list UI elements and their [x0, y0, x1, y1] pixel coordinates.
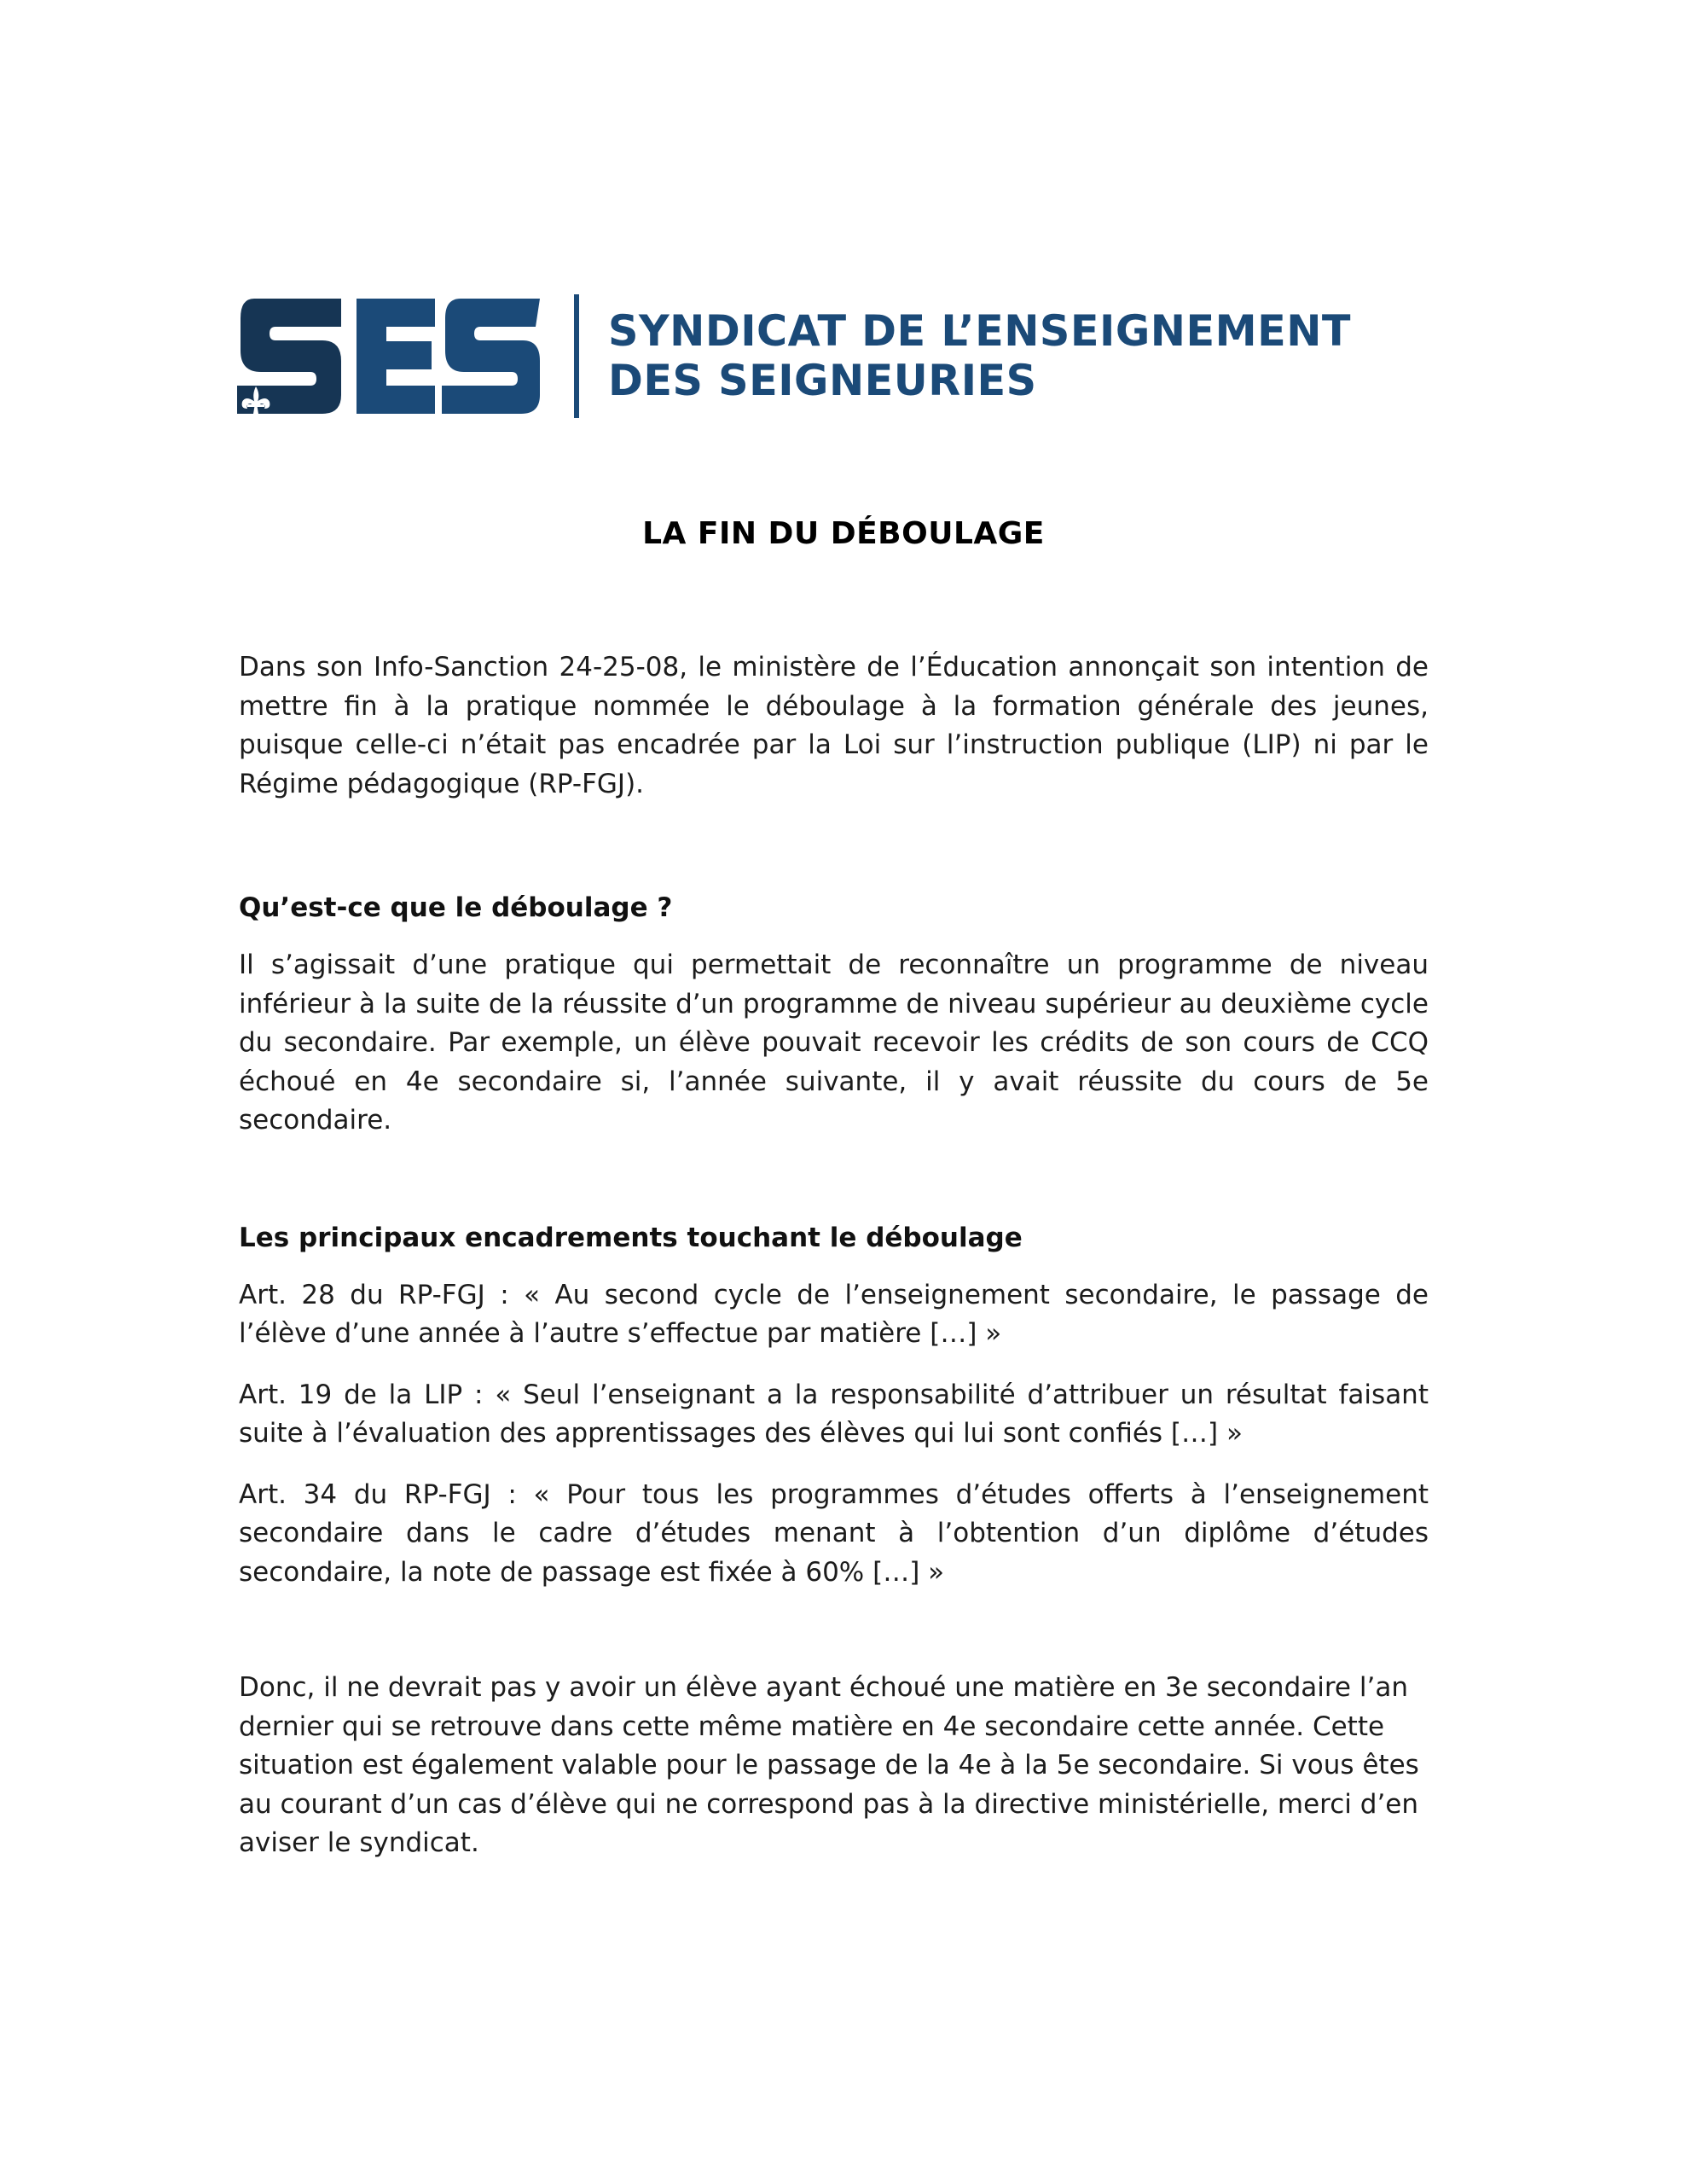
logo-letter-s1 — [237, 299, 341, 414]
article-quote: Art. 34 du RP-FGJ : « Pour tous les programmes d’études offerts à l’enseignement secondaire dans le cadre d’études menant à l’obtention d’un diplôme d’études secondaire, la note de passage est fixée à 60% […] » — [239, 1478, 1429, 1588]
section-paragraph: Il s’agissait d’une pratique qui permettait de reconnaître un programme de niveau inférieur à la suite de la réussite d’un programme de niveau supérieur au deuxième cycle du secondaire. Par exemple, un élève pouvait recevoir les crédits de son cours de CCQ échoué en 4e secondaire si, l’année suivante, il y avait réussite du cours de 5e secondaire. — [239, 950, 1429, 1136]
union-logo — [237, 294, 1431, 418]
union-name-line-2: DES SEIGNEURIES — [608, 356, 1037, 405]
intro-paragraph: Dans son Info-Sanction 24-25-08, le ministère de l’Éducation annonçait son intention de mettre fin à la pratique nommée le déboulage à la formation générale des jeunes, puisque celle-ci n’était pas encadrée par la Loi sur l’instruction publique (LIP) ni par le Régime pédagogique (RP-FGJ). — [239, 652, 1429, 799]
union-name-line-1: SYNDICAT DE L’ENSEIGNEMENT — [608, 306, 1352, 356]
section-frameworks — [239, 1219, 1429, 1593]
logo-letter-e — [357, 299, 435, 414]
section-heading: Les principaux encadrements touchant le déboulage — [239, 1222, 1023, 1253]
section-definition — [239, 889, 1429, 1141]
ses-logo-mark — [237, 294, 540, 418]
logo-letter-s2 — [442, 299, 540, 414]
section-heading: Qu’est-ce que le déboulage ? — [239, 892, 673, 923]
document-body — [239, 648, 1429, 1863]
article-quote: Art. 28 du RP-FGJ : « Au second cycle de l’enseignement secondaire, le passage de l’élève d’une année à l’autre s’effectue par matière […] » — [239, 1279, 1429, 1349]
conclusion-paragraph: Donc, il ne devrait pas y avoir un élève ayant échoué une matière en 3e secondaire l’an dernier qui se retrouve dans cette même matière en 4e secondaire cette année. Cette situation est également valable pour le passage de la 4e à la 5e secondaire. Si vous êtes au courant d’un cas d’élève qui ne correspond pas à la directive ministérielle, merci d’en aviser le syndicat. — [239, 1672, 1419, 1858]
article-quote: Art. 19 de la LIP : « Seul l’enseignant a la responsabilité d’attribuer un résultat faisant suite à l’évaluation des apprentissages des élèves qui lui sont confiés […] » — [239, 1379, 1429, 1449]
union-name — [608, 306, 1351, 405]
document-title: LA FIN DU DÉBOULAGE — [642, 516, 1045, 551]
logo-divider — [574, 294, 579, 418]
